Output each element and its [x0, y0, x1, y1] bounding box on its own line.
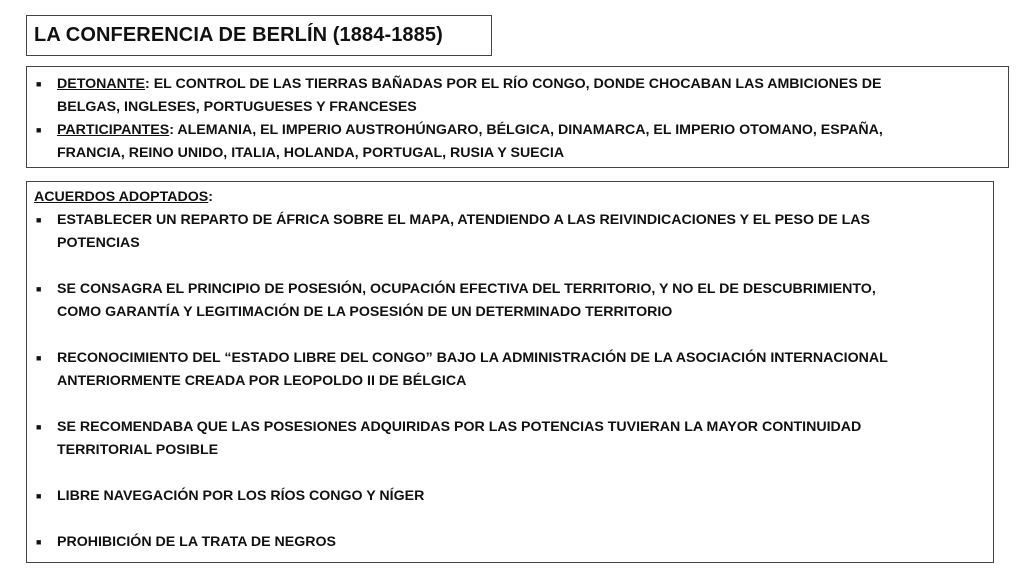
- detonante-line-2: BELGAS, INGLESES, PORTUGUESES Y FRANCESES: [57, 99, 417, 115]
- bullet-square-icon: ■: [36, 353, 42, 363]
- agreements-heading-colon: :: [208, 189, 213, 205]
- bullet-square-icon: ■: [36, 79, 42, 89]
- agreement-item-1: [34, 209, 985, 255]
- participantes-label: PARTICIPANTES: [57, 122, 170, 138]
- detonante-label: DETONANTE: [57, 76, 146, 92]
- agreement-2-line-2: COMO GARANTÍA Y LEGITIMACIÓN DE LA POSESIÓN DE UN DETERMINADO TERRITORIO: [57, 304, 673, 320]
- agreements-heading-label: ACUERDOS ADOPTADOS: [34, 189, 209, 205]
- detonante-text: [57, 73, 1000, 119]
- agreement-1-line-2: POTENCIAS: [57, 235, 140, 251]
- agreement-item-2: [34, 278, 985, 324]
- agreement-2-line-1: SE CONSAGRA EL PRINCIPIO DE POSESIÓN, OCUPACIÓN EFECTIVA DEL TERRITORIO, Y NO EL DE DESCUBRIMIENTO,: [57, 281, 876, 297]
- participantes-line-2: FRANCIA, REINO UNIDO, ITALIA, HOLANDA, PORTUGAL, RUSIA Y SUECIA: [57, 145, 565, 161]
- agreement-5-line-1: LIBRE NAVEGACIÓN POR LOS RÍOS CONGO Y NÍGER: [57, 488, 425, 504]
- title-box: [26, 15, 492, 56]
- agreement-3-line-2: ANTERIORMENTE CREADA POR LEOPOLDO II DE BÉLGICA: [57, 373, 467, 389]
- agreement-item-5: [34, 485, 985, 508]
- agreements-heading: [34, 186, 985, 209]
- agreement-4-line-1: SE RECOMENDABA QUE LAS POSESIONES ADQUIRIDAS POR LAS POTENCIAS TUVIERAN LA MAYOR CONTINUIDAD: [57, 419, 862, 435]
- page-title: LA CONFERENCIA DE BERLÍN (1884-1885): [34, 24, 443, 46]
- agreement-1-line-1: ESTABLECER UN REPARTO DE ÁFRICA SOBRE EL MAPA, ATENDIENDO A LAS REIVINDICACIONES Y EL PESO DE LAS: [57, 212, 870, 228]
- agreement-item-4: [34, 416, 985, 462]
- bullet-square-icon: ■: [36, 537, 42, 547]
- agreement-item-6: [34, 531, 985, 554]
- intro-box: [26, 66, 1009, 168]
- bullet-square-icon: ■: [36, 422, 42, 432]
- bullet-square-icon: ■: [36, 125, 42, 135]
- participantes-text: [57, 119, 1000, 165]
- participantes-line-1: : ALEMANIA, EL IMPERIO AUSTROHÚNGARO, BÉLGICA, DINAMARCA, EL IMPERIO OTOMANO, ESPAÑA,: [169, 122, 883, 138]
- agreement-item-3: [34, 347, 985, 393]
- bullet-square-icon: ■: [36, 284, 42, 294]
- bullet-square-icon: ■: [36, 215, 42, 225]
- detonante-item: [34, 73, 1000, 119]
- participantes-item: [34, 119, 1000, 165]
- bullet-square-icon: ■: [36, 491, 42, 501]
- detonante-line-1: : EL CONTROL DE LAS TIERRAS BAÑADAS POR EL RÍO CONGO, DONDE CHOCABAN LAS AMBICIONES DE: [145, 76, 882, 92]
- agreement-3-line-1: RECONOCIMIENTO DEL “ESTADO LIBRE DEL CONGO” BAJO LA ADMINISTRACIÓN DE LA ASOCIACIÓN INTERNACIONAL: [57, 350, 888, 366]
- agreements-box: [26, 181, 994, 563]
- agreement-4-line-2: TERRITORIAL POSIBLE: [57, 442, 219, 458]
- agreement-6-line-1: PROHIBICIÓN DE LA TRATA DE NEGROS: [57, 534, 337, 550]
